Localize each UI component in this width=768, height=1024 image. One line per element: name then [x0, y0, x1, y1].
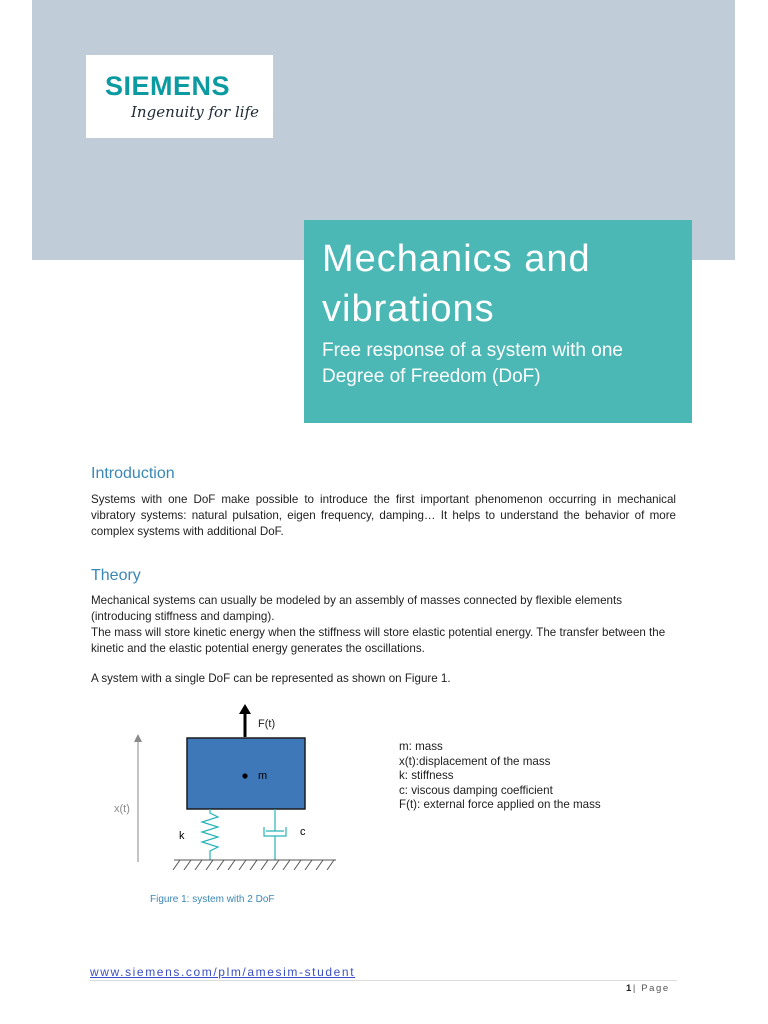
mass-center-dot: [242, 773, 247, 778]
paragraph-text: Mechanical systems can usually be modeled by an assembly of masses connected by flexible elements (introducing stiffness and damping).: [91, 594, 623, 623]
legend-item: k: stiffness: [399, 769, 454, 783]
figure-1-diagram: [100, 700, 360, 870]
page-number: [626, 983, 670, 994]
legend-item: x(t):displacement of the mass: [399, 754, 551, 768]
stiffness-label: k: [179, 830, 185, 842]
section-heading-theory: Theory: [91, 567, 141, 584]
paragraph-text: Systems with one DoF make possible to introduce the first important phenomenon occurring in mechanical vibratory systems: natural pulsation, eigen frequency, damping… It helps to understand the behavior of more complex systems with additional DoF.: [91, 493, 676, 538]
figure-caption: Figure 1: system with 2 DoF: [150, 894, 275, 905]
force-label: F(t): [258, 718, 276, 730]
ground: [173, 860, 336, 870]
mass-block: [187, 738, 305, 809]
title-box: [304, 220, 692, 423]
mass-label: m: [258, 770, 268, 782]
section-heading-introduction: Introduction: [91, 465, 175, 482]
damping-label: c: [300, 826, 306, 838]
figure-legend: [399, 740, 601, 813]
legend-item: F(t): external force applied on the mass: [399, 798, 601, 812]
legend-item: c: viscous damping coefficient: [399, 783, 553, 797]
paragraph-text: A system with a single DoF can be represented as shown on Figure 1.: [91, 672, 451, 685]
page-number-value: 1: [626, 983, 633, 994]
logo-tagline: Ingenuity for life: [131, 103, 259, 121]
legend-item: m: mass: [399, 740, 443, 753]
theory-paragraph: [91, 593, 676, 687]
introduction-paragraph: [91, 492, 676, 540]
footer-link[interactable]: www.siemens.com/plm/amesim-student: [90, 965, 356, 979]
document-subtitle: Free response of a system with one Degree of Freedom (DoF): [322, 340, 623, 387]
document-title: Mechanics and vibrations: [322, 238, 591, 330]
displacement-label: x(t): [114, 803, 130, 815]
siemens-logo: [86, 55, 273, 138]
spring: [202, 809, 218, 860]
paragraph-text: The mass will store kinetic energy when the stiffness will store elastic potential energy. The transfer between the kinetic and the elastic potential energy generates the oscillations.: [91, 626, 666, 655]
page-number-label: | Page: [632, 983, 670, 994]
footer-divider: [90, 980, 677, 981]
damper: [264, 809, 286, 860]
logo-brand: SIEMENS: [105, 71, 231, 101]
force-arrow: [239, 704, 251, 737]
